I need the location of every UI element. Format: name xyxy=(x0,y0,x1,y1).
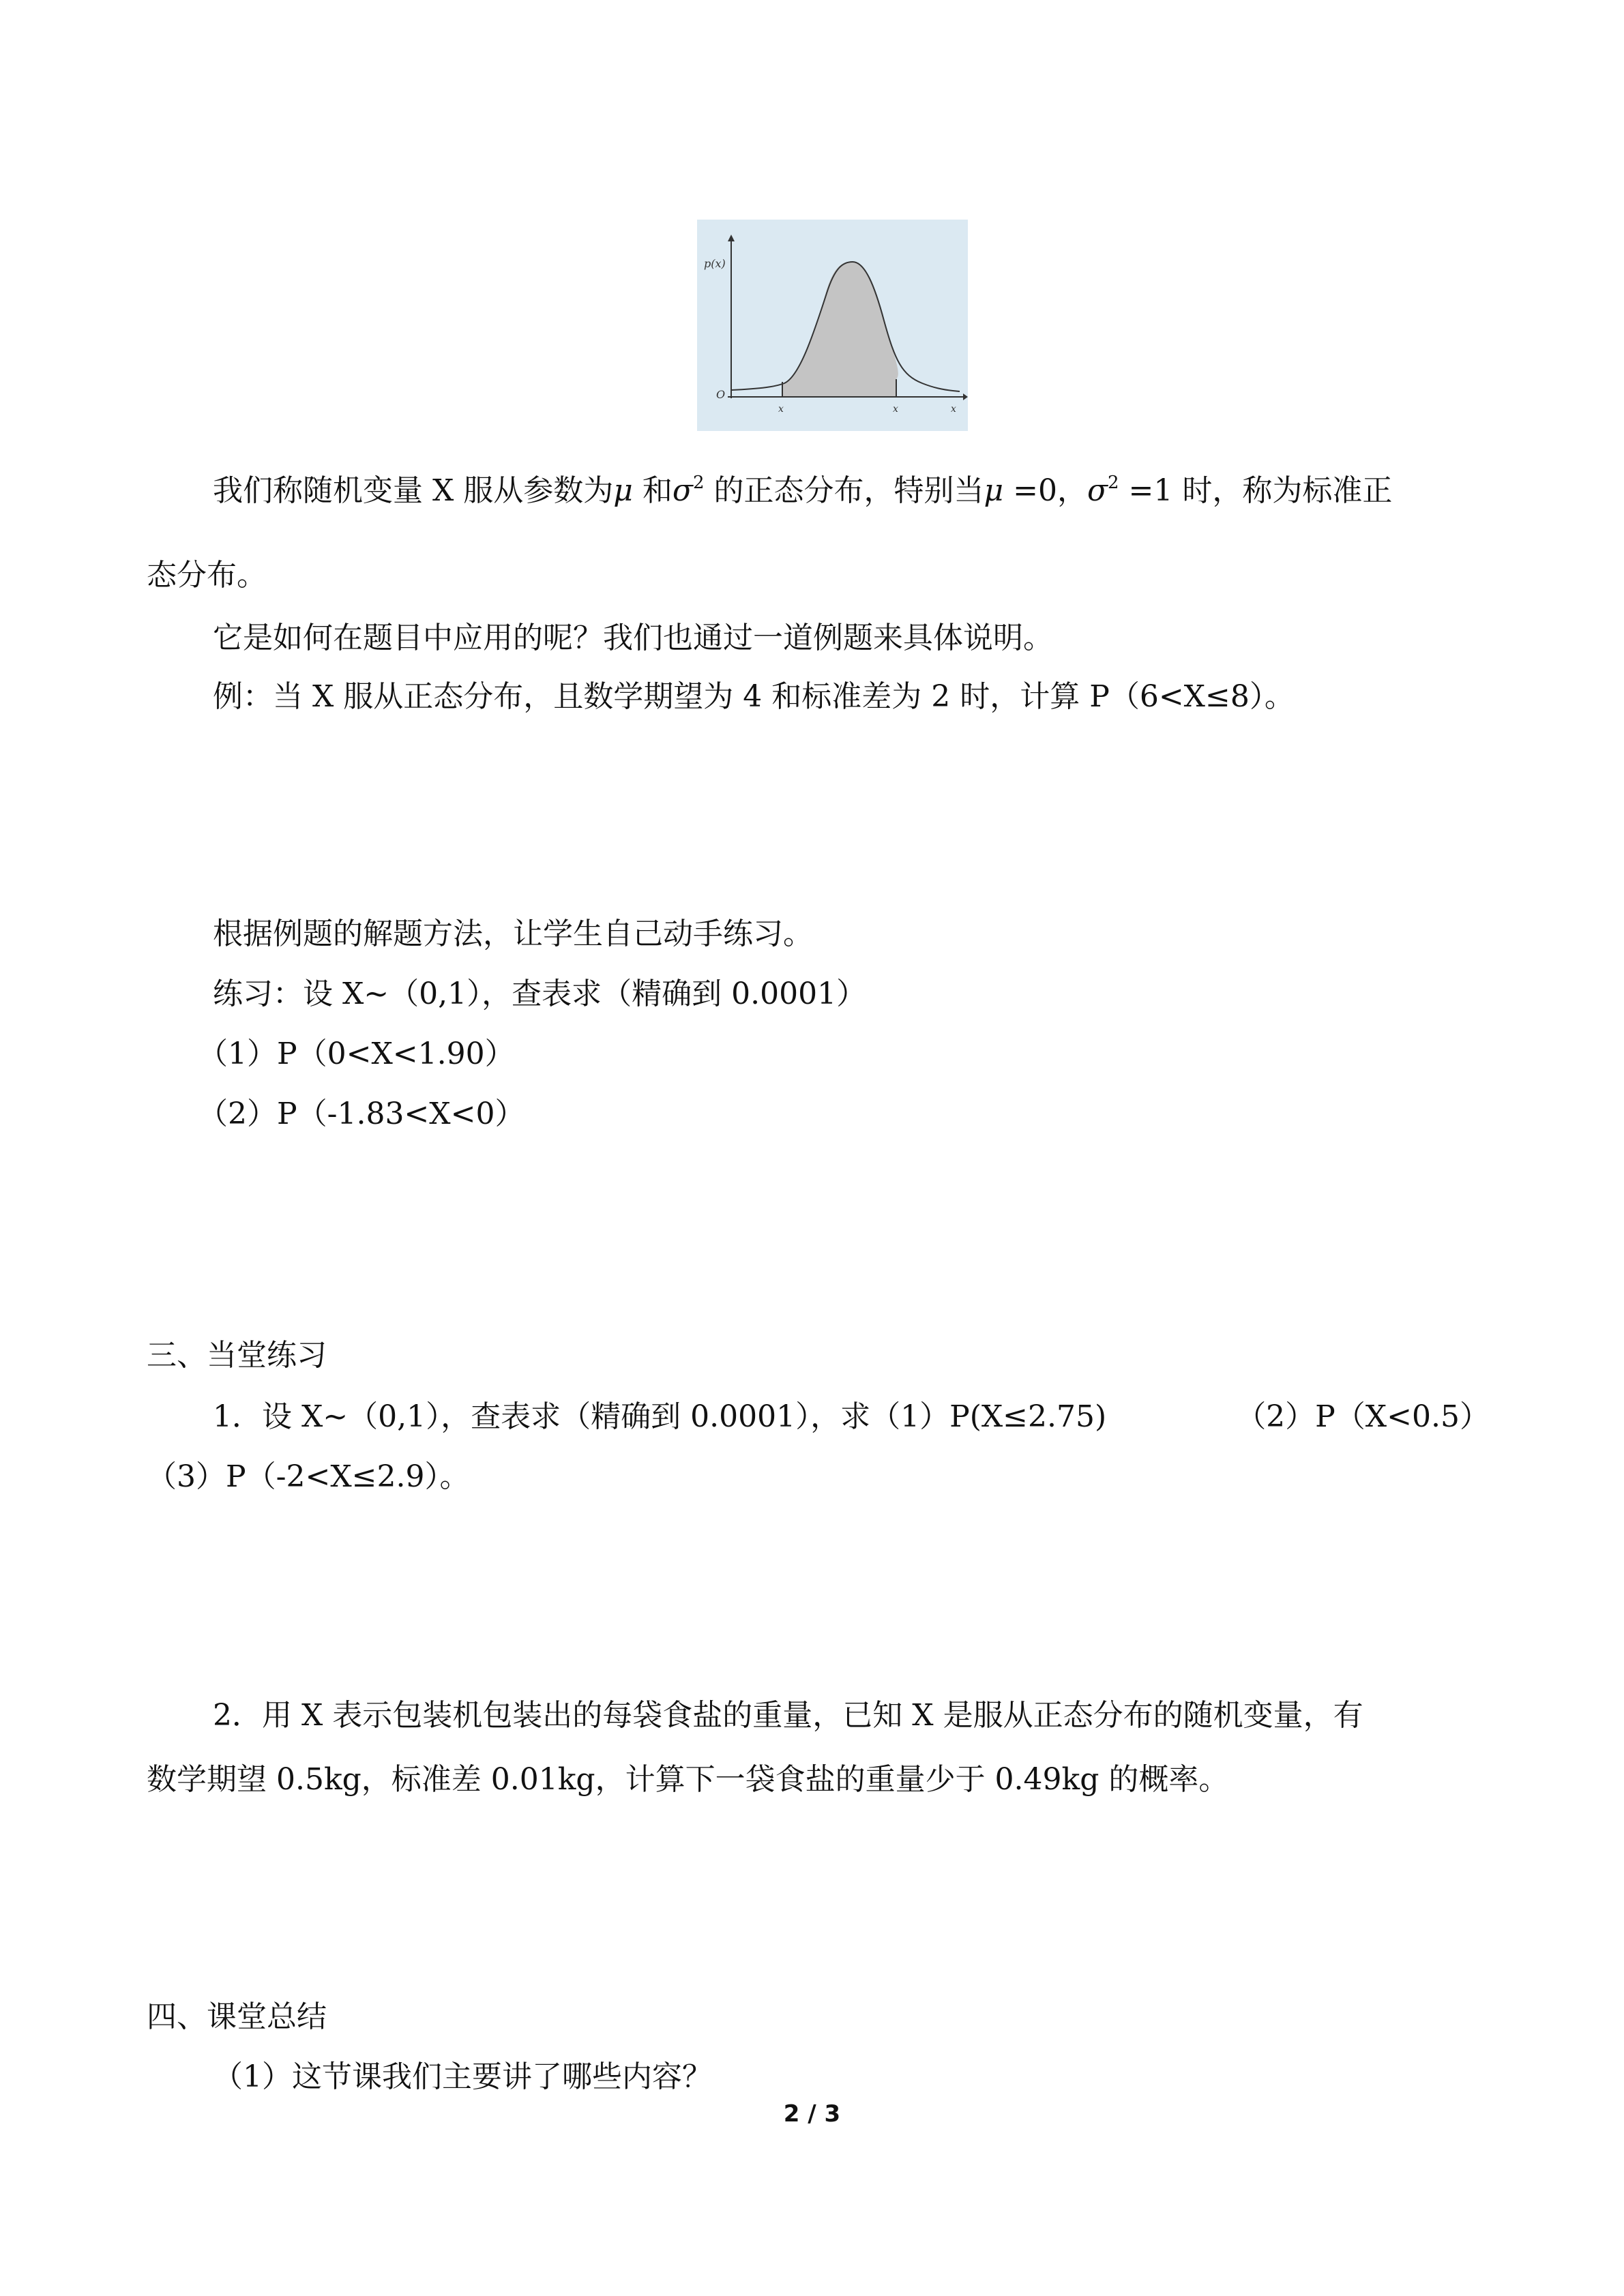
exercise-1-line-1 xyxy=(213,1397,1490,1437)
summary-q1: （1）这节课我们主要讲了哪些内容？ xyxy=(213,2059,712,2094)
origin-label: O xyxy=(716,388,726,401)
para1-text-2: 和 xyxy=(632,473,673,508)
exercise-2-line-2: 数学期望 0.5kg，标准差 0.01kg，计算下一袋食盐的重量少于 0.49kg 的概率。 xyxy=(147,1762,1229,1797)
practice-intro: 练习：设 X~（0,1），查表求（精确到 0.0001） xyxy=(213,976,867,1011)
mu-symbol: μ xyxy=(613,473,633,508)
para1-text-4: =0， xyxy=(1003,473,1087,508)
para1-text-5: =1 时，称为标准正 xyxy=(1119,473,1393,508)
practice-q2: （2）P（-1.83<X<0） xyxy=(198,1097,525,1131)
y-axis-label: p(x) xyxy=(704,257,726,270)
exercise-1-part-b: （2）P（X<0.5） xyxy=(1236,1399,1490,1434)
x-axis-end-label: x xyxy=(951,404,956,415)
para1-text-3: 的正态分布，特别当 xyxy=(704,473,984,508)
section-4-heading: 四、课堂总结 xyxy=(147,1999,327,2034)
paragraph-application-intro: 它是如何在题目中应用的呢？我们也通过一道例题来具体说明。 xyxy=(213,621,1053,655)
x2-label: x xyxy=(893,404,898,415)
section-3-heading: 三、当堂练习 xyxy=(147,1338,327,1373)
exercise-1-line-2: （3）P（-2<X≤2.9）。 xyxy=(147,1459,470,1494)
practice-instruction: 根据例题的解题方法，让学生自己动手练习。 xyxy=(213,916,813,951)
normal-curve-svg xyxy=(697,220,968,431)
x1-label: x xyxy=(778,404,784,415)
paragraph-normal-definition-cont: 态分布。 xyxy=(147,558,267,593)
exercise-2-line-1: 2．用 X 表示包装机包装出的每袋食盐的重量，已知 X 是服从正态分布的随机变量，有 xyxy=(213,1698,1363,1733)
sigma-symbol-2: σ xyxy=(1087,473,1108,508)
paragraph-normal-definition xyxy=(213,471,1392,511)
exercise-1-part-a: 1．设 X~（0,1），查表求（精确到 0.0001），求（1）P(X≤2.75) xyxy=(213,1399,1107,1434)
mu-symbol-2: μ xyxy=(984,473,1004,508)
normal-curve-figure xyxy=(697,220,968,431)
sigma-exponent: 2 xyxy=(692,473,705,493)
para1-text-1: 我们称随机变量 X 服从参数为 xyxy=(213,473,614,508)
sigma-symbol: σ xyxy=(672,473,693,508)
page-number: 2 / 3 xyxy=(783,2100,841,2128)
sigma-exponent-2: 2 xyxy=(1108,473,1119,493)
practice-q1: （1）P（0<X<1.90） xyxy=(198,1037,515,1071)
example-problem: 例：当 X 服从正态分布，且数学期望为 4 和标准差为 2 时，计算 P（6<X≤8）。 xyxy=(213,679,1295,714)
